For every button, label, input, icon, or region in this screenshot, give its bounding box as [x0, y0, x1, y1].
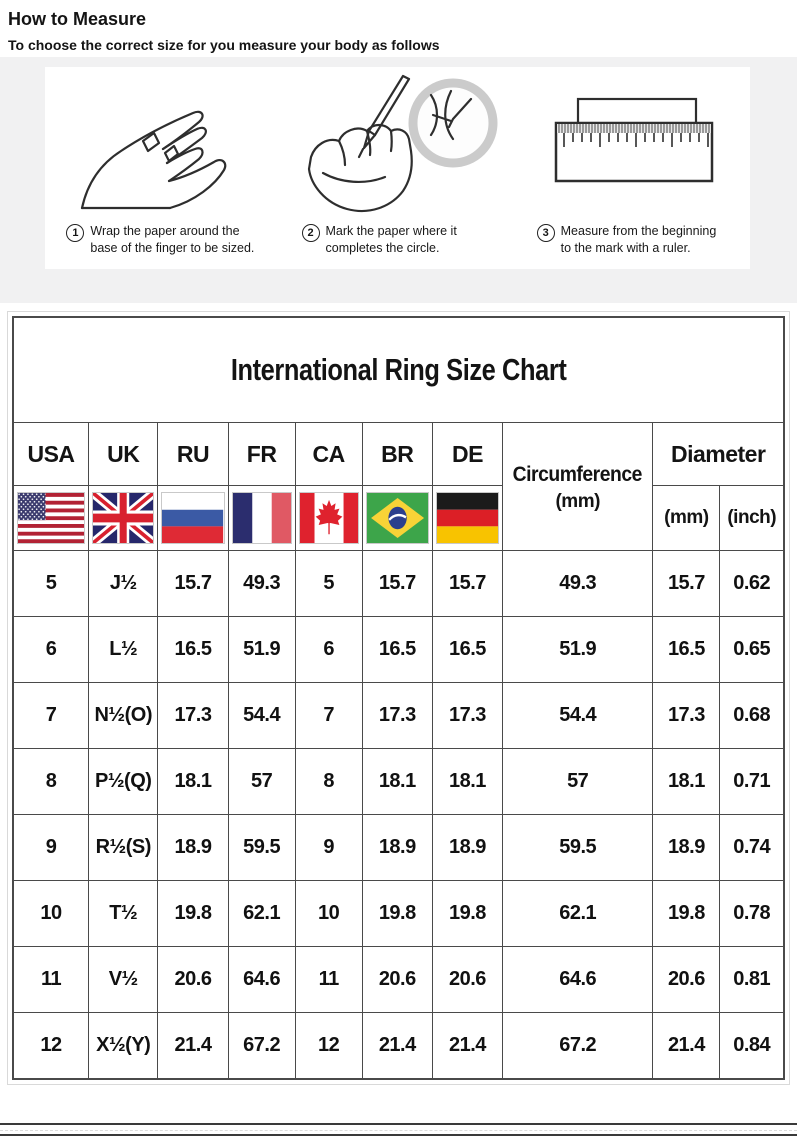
size-cell: 10 [13, 881, 89, 947]
size-row [13, 683, 784, 749]
size-cell: 62.1 [503, 881, 653, 947]
usa-flag-icon [17, 492, 85, 544]
size-cell: 59.5 [228, 815, 295, 881]
size-cell: 11 [13, 947, 89, 1013]
size-cell: 19.8 [653, 881, 720, 947]
size-cell: 18.9 [362, 815, 432, 881]
circumference-unit: (mm) [555, 491, 600, 512]
size-cell: 64.6 [503, 947, 653, 1013]
size-cell: 18.1 [158, 749, 228, 815]
usa-flag-cell [13, 486, 89, 551]
size-cell: 0.84 [720, 1013, 784, 1080]
size-cell: 16.5 [432, 617, 502, 683]
size-cell: 21.4 [653, 1013, 720, 1080]
size-cell: 0.68 [720, 683, 784, 749]
germany-flag-cell [432, 486, 502, 551]
size-cell: 20.6 [362, 947, 432, 1013]
size-row [13, 947, 784, 1013]
canada-flag-cell [295, 486, 362, 551]
brazil-flag-icon [366, 492, 429, 544]
size-cell: 6 [13, 617, 89, 683]
size-row [13, 1013, 784, 1080]
size-cell: 15.7 [653, 551, 720, 617]
size-cell: 20.6 [653, 947, 720, 1013]
size-row [13, 881, 784, 947]
size-cell: 21.4 [362, 1013, 432, 1080]
size-cell: 17.3 [432, 683, 502, 749]
size-cell: 19.8 [432, 881, 502, 947]
size-cell: 67.2 [228, 1013, 295, 1080]
step-caption: Measure from the beginning to the mark with a ruler. [560, 224, 717, 255]
size-cell: L½ [89, 617, 158, 683]
size-cell: 15.7 [158, 551, 228, 617]
size-cell: 15.7 [362, 551, 432, 617]
col-header-fr: FR [228, 423, 295, 486]
size-cell: 12 [295, 1013, 362, 1080]
step-number-badge: 1 [66, 224, 84, 242]
size-cell: X½(Y) [89, 1013, 158, 1080]
col-header-br: BR [362, 423, 432, 486]
page-header [0, 0, 797, 57]
col-header-de: DE [432, 423, 502, 486]
size-cell: 20.6 [158, 947, 228, 1013]
uk-flag-cell [89, 486, 158, 551]
col-header-diameter-inch: (inch) [720, 486, 784, 551]
size-cell: 8 [295, 749, 362, 815]
page-subtitle: To choose the correct size for you measure your body as follows [8, 37, 440, 53]
chart-title-cell [13, 317, 784, 423]
size-cell: 64.6 [228, 947, 295, 1013]
size-cell: 49.3 [228, 551, 295, 617]
size-cell: 7 [13, 683, 89, 749]
step-measure-ruler [515, 67, 750, 257]
step-mark-paper [280, 67, 515, 257]
size-cell: R½(S) [89, 815, 158, 881]
size-cell: 0.78 [720, 881, 784, 947]
size-cell: P½(Q) [89, 749, 158, 815]
section-divider [0, 1123, 797, 1136]
size-cell: 0.62 [720, 551, 784, 617]
size-cell: 16.5 [158, 617, 228, 683]
germany-flag-icon [436, 492, 499, 544]
size-row [13, 815, 784, 881]
size-cell: 8 [13, 749, 89, 815]
size-cell: 54.4 [228, 683, 295, 749]
size-cell: 0.65 [720, 617, 784, 683]
size-cell: 16.5 [653, 617, 720, 683]
size-cell: 9 [295, 815, 362, 881]
ring-size-chart [7, 311, 790, 1085]
size-cell: 5 [13, 551, 89, 617]
size-cell: J½ [89, 551, 158, 617]
size-cell: 15.7 [432, 551, 502, 617]
step-caption: Mark the paper where it completes the circle. [325, 224, 457, 255]
size-cell: 17.3 [158, 683, 228, 749]
col-header-circumference [503, 423, 653, 551]
size-cell: 18.9 [653, 815, 720, 881]
step-wrap-paper [45, 67, 280, 257]
size-cell: 10 [295, 881, 362, 947]
measure-steps-section [0, 57, 797, 303]
ring-size-table [12, 316, 785, 1080]
size-cell: 54.4 [503, 683, 653, 749]
brazil-flag-cell [362, 486, 432, 551]
steps-panel [45, 67, 750, 269]
size-cell: V½ [89, 947, 158, 1013]
circumference-label: Circumference [513, 463, 643, 486]
size-row [13, 749, 784, 815]
page-title: How to Measure [8, 9, 147, 29]
size-cell: 17.3 [653, 683, 720, 749]
ruler-measure-illustration [525, 73, 741, 223]
size-cell: 57 [228, 749, 295, 815]
size-cell: 0.81 [720, 947, 784, 1013]
size-cell: 21.4 [432, 1013, 502, 1080]
size-cell: 9 [13, 815, 89, 881]
size-cell: 12 [13, 1013, 89, 1080]
size-cell: 62.1 [228, 881, 295, 947]
step-number-badge: 2 [302, 224, 320, 242]
step-caption-row [58, 223, 266, 257]
col-header-uk: UK [89, 423, 158, 486]
canada-flag-icon [299, 492, 359, 544]
chart-title: International Ring Size Chart [230, 352, 567, 387]
france-flag-icon [232, 492, 292, 544]
uk-flag-icon [92, 492, 154, 544]
size-cell: 0.71 [720, 749, 784, 815]
hand-mark-pen-illustration [290, 73, 506, 223]
size-row [13, 551, 784, 617]
step-caption-row [294, 223, 502, 257]
size-cell: 6 [295, 617, 362, 683]
col-header-ca: CA [295, 423, 362, 486]
size-cell: 19.8 [158, 881, 228, 947]
size-cell: 57 [503, 749, 653, 815]
size-table-body [13, 551, 784, 1080]
france-flag-cell [228, 486, 295, 551]
size-cell: 5 [295, 551, 362, 617]
size-cell: 11 [295, 947, 362, 1013]
russia-flag-cell [158, 486, 228, 551]
size-cell: 67.2 [503, 1013, 653, 1080]
col-header-ru: RU [158, 423, 228, 486]
size-cell: 20.6 [432, 947, 502, 1013]
size-cell: 18.1 [362, 749, 432, 815]
hand-wrap-illustration [54, 73, 270, 223]
size-cell: 17.3 [362, 683, 432, 749]
step-caption-row [529, 223, 737, 257]
size-cell: 19.8 [362, 881, 432, 947]
size-cell: 51.9 [503, 617, 653, 683]
size-cell: 59.5 [503, 815, 653, 881]
size-cell: 18.1 [432, 749, 502, 815]
size-cell: 0.74 [720, 815, 784, 881]
col-header-usa: USA [13, 423, 89, 486]
size-cell: 18.1 [653, 749, 720, 815]
size-cell: T½ [89, 881, 158, 947]
col-header-diameter: Diameter [653, 423, 784, 486]
size-cell: 18.9 [158, 815, 228, 881]
step-number-badge: 3 [537, 224, 555, 242]
size-cell: 7 [295, 683, 362, 749]
size-cell: 18.9 [432, 815, 502, 881]
col-header-diameter-mm: (mm) [653, 486, 720, 551]
step-caption: Wrap the paper around the base of the finger to be sized. [90, 224, 255, 255]
russia-flag-icon [161, 492, 224, 544]
size-row [13, 617, 784, 683]
size-cell: 49.3 [503, 551, 653, 617]
size-cell: N½(O) [89, 683, 158, 749]
size-cell: 51.9 [228, 617, 295, 683]
size-cell: 16.5 [362, 617, 432, 683]
size-cell: 21.4 [158, 1013, 228, 1080]
